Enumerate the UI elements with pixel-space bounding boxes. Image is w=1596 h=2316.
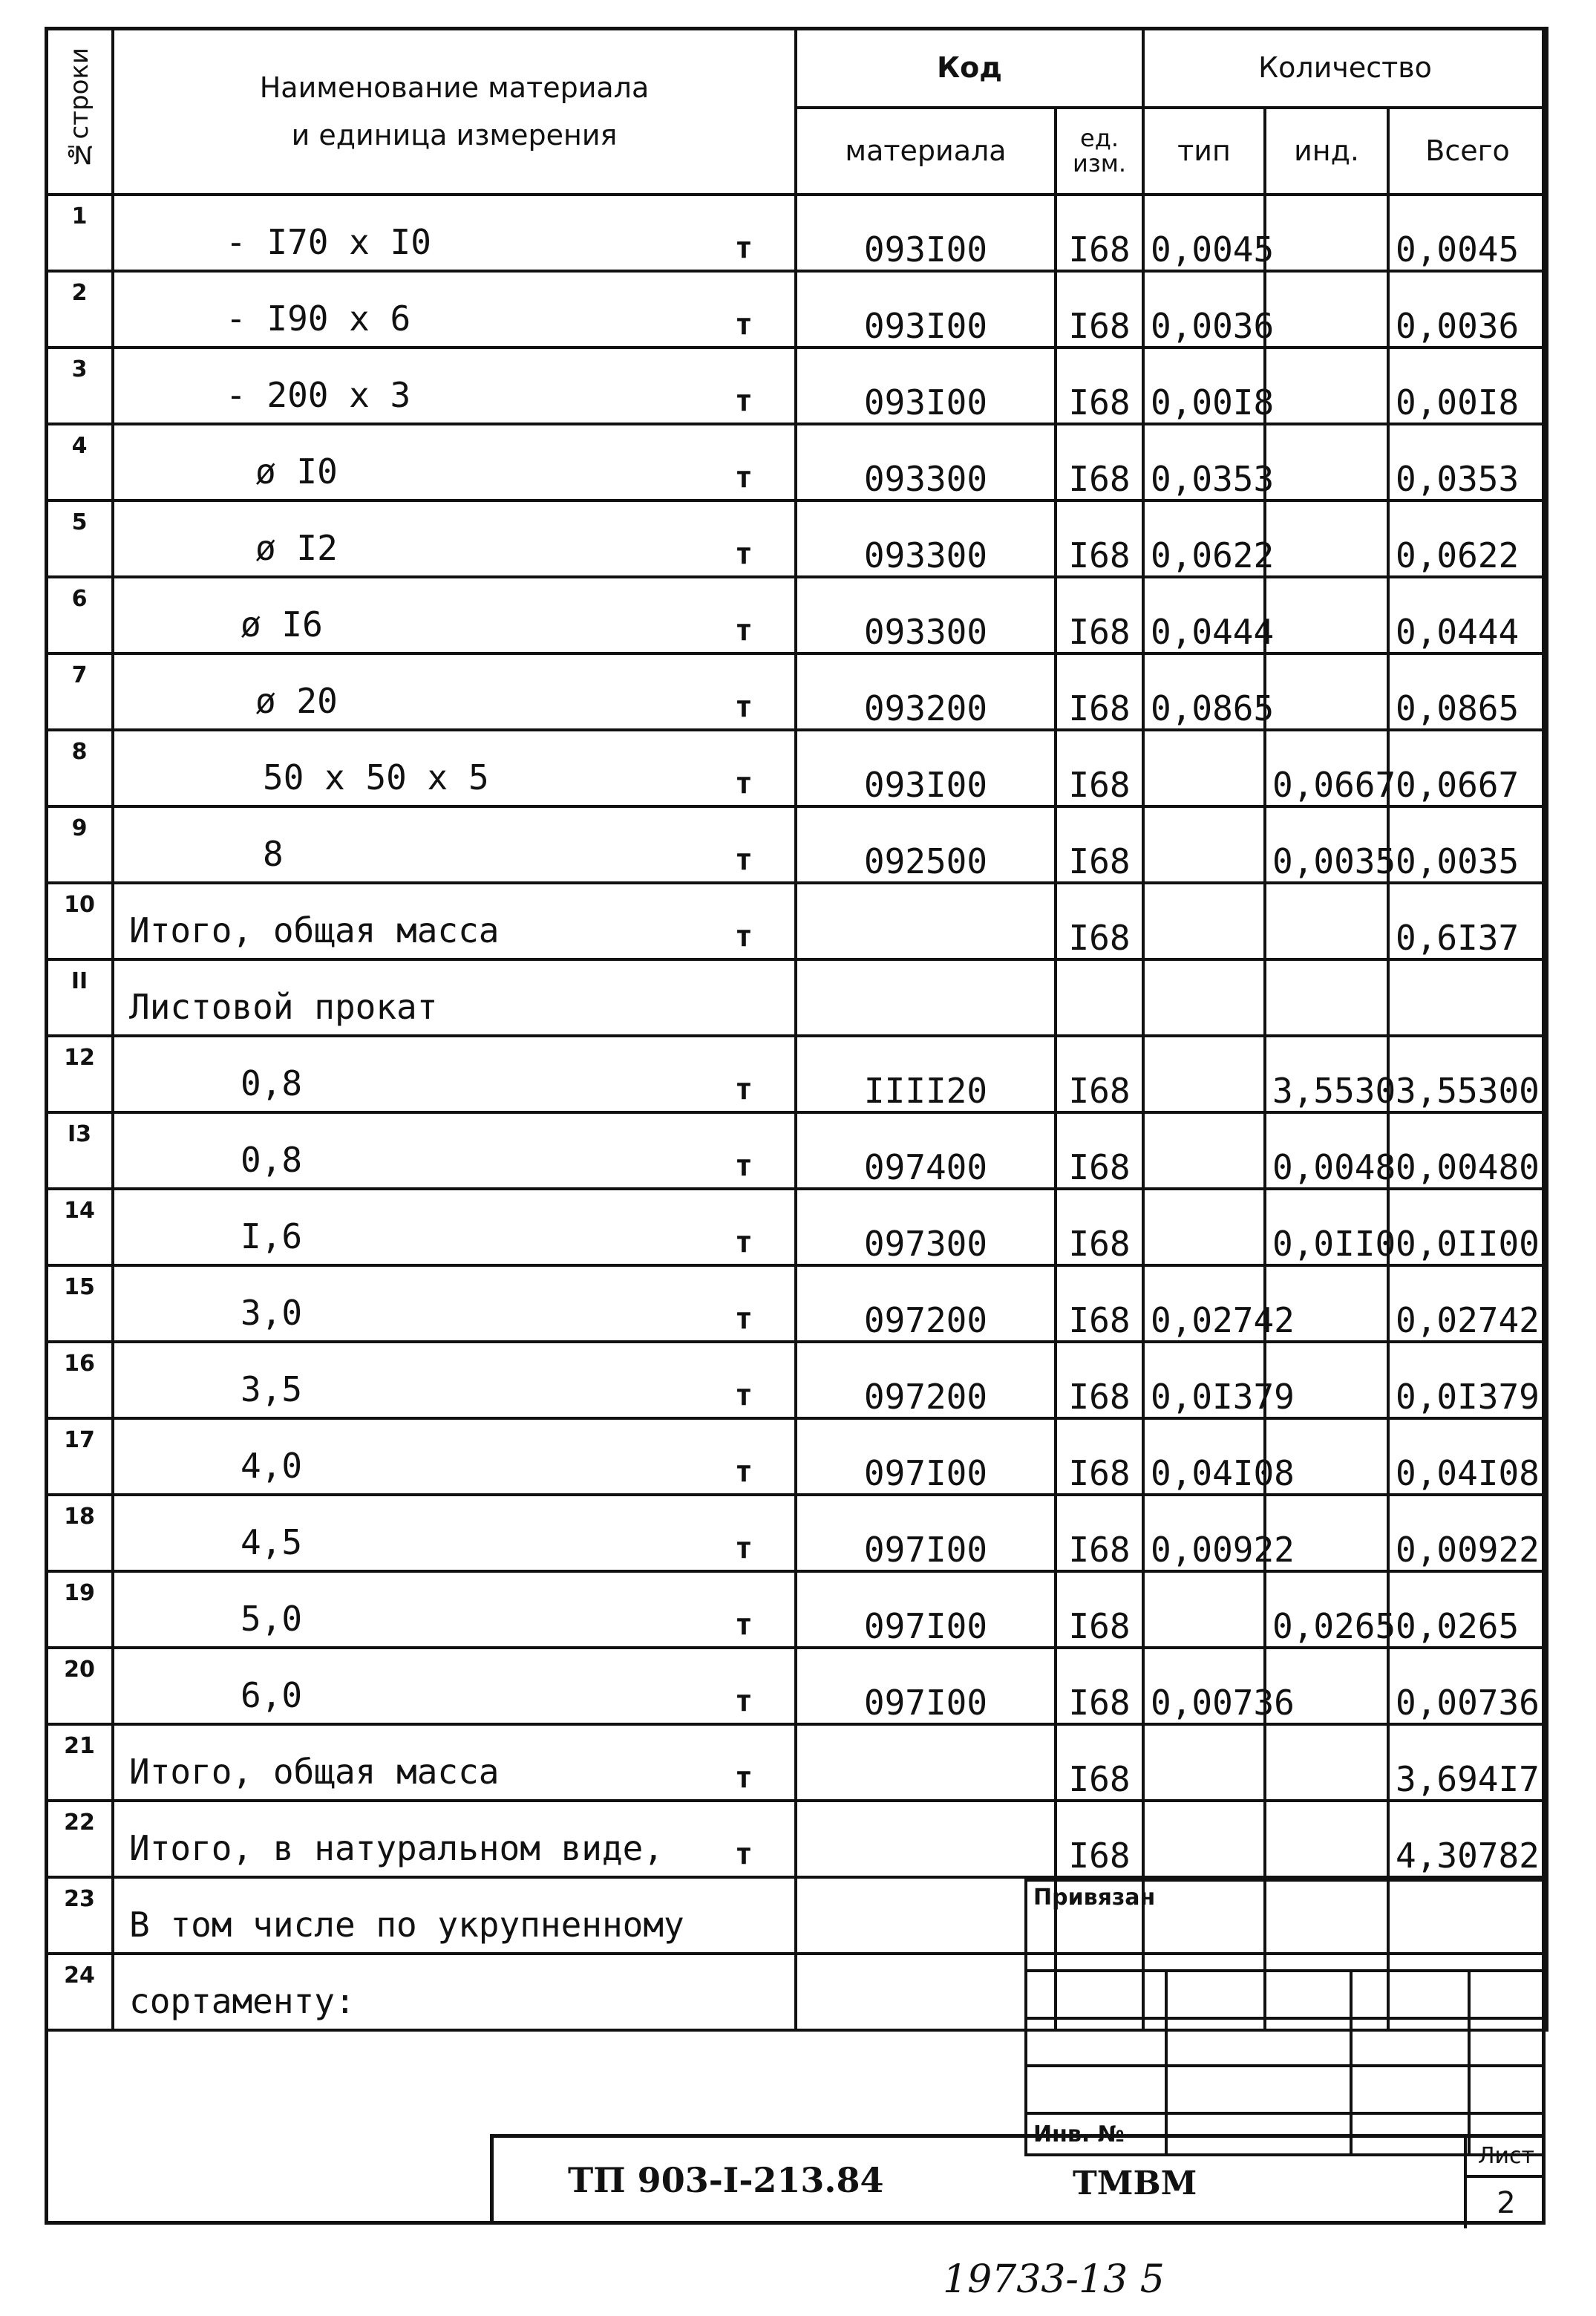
header-name: Наименование материала и единица измерения [113, 28, 796, 195]
table-row [46, 577, 1547, 653]
unit-code: I68 [1056, 500, 1143, 577]
material-name-cell [113, 577, 796, 653]
material-name-cell [113, 1036, 796, 1112]
unit-mark: т [734, 1608, 753, 1642]
material-code: 093300 [796, 577, 1056, 653]
material-name-cell [113, 195, 796, 271]
qty-total: 0,0865 [1388, 653, 1547, 730]
header-rownum: №строки [46, 28, 113, 195]
unit-code: I68 [1056, 1036, 1143, 1112]
material-name: Итого, общая масса [129, 1752, 500, 1792]
table-row [46, 1418, 1547, 1495]
unit-mark: т [734, 1149, 753, 1183]
qty-ind [1265, 653, 1388, 730]
unit-mark: т [734, 690, 753, 724]
qty-type: 0,0444 [1143, 577, 1265, 653]
material-code: 097I00 [796, 1418, 1056, 1495]
qty-ind: 0,0II0 [1265, 1189, 1388, 1265]
sheet-box [1464, 2138, 1546, 2228]
qty-type: 0,00736 [1143, 1648, 1265, 1724]
sheet-number: 2 [1497, 2186, 1516, 2220]
unit-mark: т [734, 1225, 753, 1259]
qty-ind [1265, 500, 1388, 577]
table-body [46, 195, 1547, 2030]
unit-mark: т [734, 1455, 753, 1489]
material-code: IIII20 [796, 1036, 1056, 1112]
material-name: 6,0 [241, 1675, 303, 1715]
table-row [46, 1571, 1547, 1648]
qty-type: 0,00I8 [1143, 348, 1265, 424]
material-name: 4,0 [241, 1446, 303, 1486]
unit-code: I68 [1056, 1724, 1143, 1801]
row-number: 22 [46, 1801, 113, 1877]
header-type: тип [1143, 108, 1265, 195]
material-name: Листовой прокат [129, 987, 438, 1027]
unit-code: I68 [1056, 1571, 1143, 1648]
qty-type [1143, 1036, 1265, 1112]
unit-mark: т [734, 384, 753, 418]
document-title: ТМВМ [1073, 2165, 1197, 2202]
qty-total: 0,0265 [1388, 1571, 1547, 1648]
qty-type [1143, 1571, 1265, 1648]
row-number: 14 [46, 1189, 113, 1265]
unit-code: I68 [1056, 1801, 1143, 1877]
material-name: ø I2 [255, 528, 338, 568]
row-number: 8 [46, 730, 113, 806]
unit-mark: т [734, 613, 753, 647]
qty-type [1143, 883, 1265, 959]
qty-total: 0,00I8 [1388, 348, 1547, 424]
qty-total: 0,0036 [1388, 271, 1547, 348]
qty-type: 0,04I08 [1143, 1418, 1265, 1495]
material-name: 3,5 [241, 1369, 303, 1409]
material-name: 4,5 [241, 1522, 303, 1562]
material-code: 097I00 [796, 1648, 1056, 1724]
qty-type: 0,0036 [1143, 271, 1265, 348]
material-name: ø I0 [255, 451, 338, 492]
qty-type: 0,0865 [1143, 653, 1265, 730]
table-row [46, 883, 1547, 959]
row-number: 23 [46, 1877, 113, 1954]
row-number: 19 [46, 1571, 113, 1648]
material-code: 093I00 [796, 195, 1056, 271]
material-code: 092500 [796, 806, 1056, 883]
row-number: 5 [46, 500, 113, 577]
material-name: 50 x 50 x 5 [263, 757, 489, 797]
table-row [46, 1648, 1547, 1724]
sheet-label: Лист [1467, 2138, 1546, 2178]
unit-mark: т [734, 1378, 753, 1412]
row-number: 9 [46, 806, 113, 883]
material-name: Итого, общая масса [129, 910, 500, 950]
table-row [46, 424, 1547, 500]
table-row [46, 1495, 1547, 1571]
qty-total: 0,04I08 [1388, 1418, 1547, 1495]
material-code: 093I00 [796, 730, 1056, 806]
row-number: 15 [46, 1265, 113, 1342]
row-number: 2 [46, 271, 113, 348]
qty-total [1388, 959, 1547, 1036]
material-name: сортаменту: [129, 1981, 356, 2021]
row-number: 24 [46, 1954, 113, 2030]
table-row [46, 1189, 1547, 1265]
row-number: 1 [46, 195, 113, 271]
material-name: - I90 x 6 [226, 299, 411, 339]
unit-code: I68 [1056, 1648, 1143, 1724]
material-code: 093I00 [796, 271, 1056, 348]
material-code: 097400 [796, 1112, 1056, 1189]
row-number: II [46, 959, 113, 1036]
qty-ind: 0,0048 [1265, 1112, 1388, 1189]
unit-code: I68 [1056, 1265, 1143, 1342]
material-code: 097200 [796, 1342, 1056, 1418]
qty-total: 0,0622 [1388, 500, 1547, 577]
row-number: 7 [46, 653, 113, 730]
material-name-cell [113, 500, 796, 577]
material-name: - 200 x 3 [226, 375, 411, 415]
row-number: 17 [46, 1418, 113, 1495]
material-code: 093I00 [796, 348, 1056, 424]
unit-code: I68 [1056, 730, 1143, 806]
material-code: 093200 [796, 653, 1056, 730]
unit-mark: т [734, 1302, 753, 1336]
qty-total: 0,0045 [1388, 195, 1547, 271]
qty-type: 0,0045 [1143, 195, 1265, 271]
material-code [796, 959, 1056, 1036]
header-material: материала [796, 108, 1056, 195]
material-code [796, 883, 1056, 959]
qty-ind [1265, 577, 1388, 653]
row-number: 21 [46, 1724, 113, 1801]
qty-total: 0,0II00 [1388, 1189, 1547, 1265]
qty-type: 0,00922 [1143, 1495, 1265, 1571]
material-code: 093300 [796, 500, 1056, 577]
header-unit: ед. изм. [1056, 108, 1143, 195]
qty-total: 4,30782 [1388, 1801, 1547, 1877]
material-name-cell [113, 653, 796, 730]
unit-mark: т [734, 231, 753, 265]
qty-ind [1265, 348, 1388, 424]
unit-code: I68 [1056, 271, 1143, 348]
qty-total: 0,02742 [1388, 1265, 1547, 1342]
qty-ind: 0,0265 [1265, 1571, 1388, 1648]
material-name-cell [113, 1418, 796, 1495]
qty-ind: 3,5530 [1265, 1036, 1388, 1112]
material-name-cell [113, 730, 796, 806]
material-name-cell [113, 1265, 796, 1342]
qty-ind: 0,0035 [1265, 806, 1388, 883]
qty-total: 3,55300 [1388, 1036, 1547, 1112]
qty-type [1143, 959, 1265, 1036]
qty-type [1143, 730, 1265, 806]
material-name: 3,0 [241, 1293, 303, 1333]
unit-code: I68 [1056, 806, 1143, 883]
unit-code [1056, 959, 1143, 1036]
row-number: 4 [46, 424, 113, 500]
qty-total: 3,694I7 [1388, 1724, 1547, 1801]
unit-code: I68 [1056, 348, 1143, 424]
unit-mark: т [734, 1531, 753, 1565]
inv-label: Инв. № [1026, 2113, 1166, 2155]
table-row [46, 500, 1547, 577]
qty-type: 0,0622 [1143, 500, 1265, 577]
header-total: Всего [1388, 108, 1547, 195]
material-name-cell [113, 806, 796, 883]
qty-total: 0,0353 [1388, 424, 1547, 500]
title-row [490, 2134, 1546, 2225]
row-number: 20 [46, 1648, 113, 1724]
qty-ind [1265, 271, 1388, 348]
unit-mark: т [734, 307, 753, 342]
unit-mark: т [734, 919, 753, 953]
table-row [46, 730, 1547, 806]
unit-code: I68 [1056, 1342, 1143, 1418]
material-code: 097300 [796, 1189, 1056, 1265]
unit-code: I68 [1056, 424, 1143, 500]
unit-code: I68 [1056, 577, 1143, 653]
qty-ind [1265, 959, 1388, 1036]
table-row [46, 1342, 1547, 1418]
material-name-cell [113, 1112, 796, 1189]
table-row [46, 1112, 1547, 1189]
row-number: 6 [46, 577, 113, 653]
material-name: Итого, в натуральном виде, [129, 1828, 664, 1868]
material-name-cell [113, 271, 796, 348]
table-row [46, 653, 1547, 730]
qty-type: 0,02742 [1143, 1265, 1265, 1342]
material-name: - I70 x I0 [226, 222, 431, 262]
unit-mark: т [734, 460, 753, 495]
qty-ind [1265, 195, 1388, 271]
qty-total: 0,00736 [1388, 1648, 1547, 1724]
material-name-cell [113, 1189, 796, 1265]
binding-table [1024, 1879, 1546, 2156]
header-quantity: Количество [1143, 28, 1547, 108]
unit-code: I68 [1056, 195, 1143, 271]
header-code: Код [796, 28, 1143, 108]
table-row [46, 271, 1547, 348]
unit-mark: т [734, 766, 753, 800]
qty-total: 0,0667 [1388, 730, 1547, 806]
material-name: 5,0 [241, 1599, 303, 1639]
material-name: 0,8 [241, 1063, 303, 1103]
row-number: I3 [46, 1112, 113, 1189]
qty-total: 0,0I379 [1388, 1342, 1547, 1418]
bound-label: Привязан [1026, 1880, 1544, 1971]
qty-ind [1265, 883, 1388, 959]
qty-total: 0,00922 [1388, 1495, 1547, 1571]
material-code: 097I00 [796, 1495, 1056, 1571]
material-name-cell [113, 348, 796, 424]
row-number: 18 [46, 1495, 113, 1571]
qty-ind: 0,0667 [1265, 730, 1388, 806]
material-name: ø I6 [241, 604, 323, 645]
material-name-cell [113, 1342, 796, 1418]
qty-total: 0,0035 [1388, 806, 1547, 883]
material-name: 8 [263, 834, 284, 874]
header-ind: инд. [1265, 108, 1388, 195]
unit-mark: т [734, 843, 753, 877]
table-row [46, 1036, 1547, 1112]
table-row [46, 959, 1547, 1036]
qty-type: 0,0353 [1143, 424, 1265, 500]
material-name-cell [113, 424, 796, 500]
material-name: 0,8 [241, 1140, 303, 1180]
table-row [46, 348, 1547, 424]
row-number: 10 [46, 883, 113, 959]
material-spec-table [45, 27, 1548, 2032]
qty-type [1143, 1112, 1265, 1189]
unit-code: I68 [1056, 653, 1143, 730]
material-code: 097200 [796, 1265, 1056, 1342]
row-number: 3 [46, 348, 113, 424]
table-row [46, 195, 1547, 271]
material-name-cell [113, 1648, 796, 1724]
material-name: В том числе по укрупненному [129, 1905, 684, 1945]
title-block [45, 1782, 1546, 2225]
qty-type: 0,0I379 [1143, 1342, 1265, 1418]
material-name-cell [113, 1495, 796, 1571]
qty-ind [1265, 424, 1388, 500]
unit-mark: т [734, 1761, 753, 1795]
unit-mark: т [734, 537, 753, 571]
qty-total: 0,0444 [1388, 577, 1547, 653]
unit-mark: т [734, 1072, 753, 1106]
material-code: 097I00 [796, 1571, 1056, 1648]
material-name: I,6 [241, 1216, 303, 1256]
table-row [46, 1265, 1547, 1342]
qty-type [1143, 1189, 1265, 1265]
document-code: ТП 903-I-213.84 [568, 2160, 884, 2200]
material-name: ø 20 [255, 681, 338, 721]
material-name-cell [113, 1571, 796, 1648]
unit-code: I68 [1056, 883, 1143, 959]
unit-code: I68 [1056, 1418, 1143, 1495]
archive-number: 19733-13 5 [943, 2257, 1165, 2302]
unit-mark: т [734, 1837, 753, 1871]
qty-total: 0,00480 [1388, 1112, 1547, 1189]
unit-code: I68 [1056, 1112, 1143, 1189]
material-name-cell [113, 959, 796, 1036]
unit-mark: т [734, 1684, 753, 1718]
qty-total: 0,6I37 [1388, 883, 1547, 959]
material-name-cell [113, 883, 796, 959]
row-number: 12 [46, 1036, 113, 1112]
table-row [46, 806, 1547, 883]
unit-code: I68 [1056, 1495, 1143, 1571]
qty-type [1143, 806, 1265, 883]
unit-code: I68 [1056, 1189, 1143, 1265]
row-number: 16 [46, 1342, 113, 1418]
material-code: 093300 [796, 424, 1056, 500]
